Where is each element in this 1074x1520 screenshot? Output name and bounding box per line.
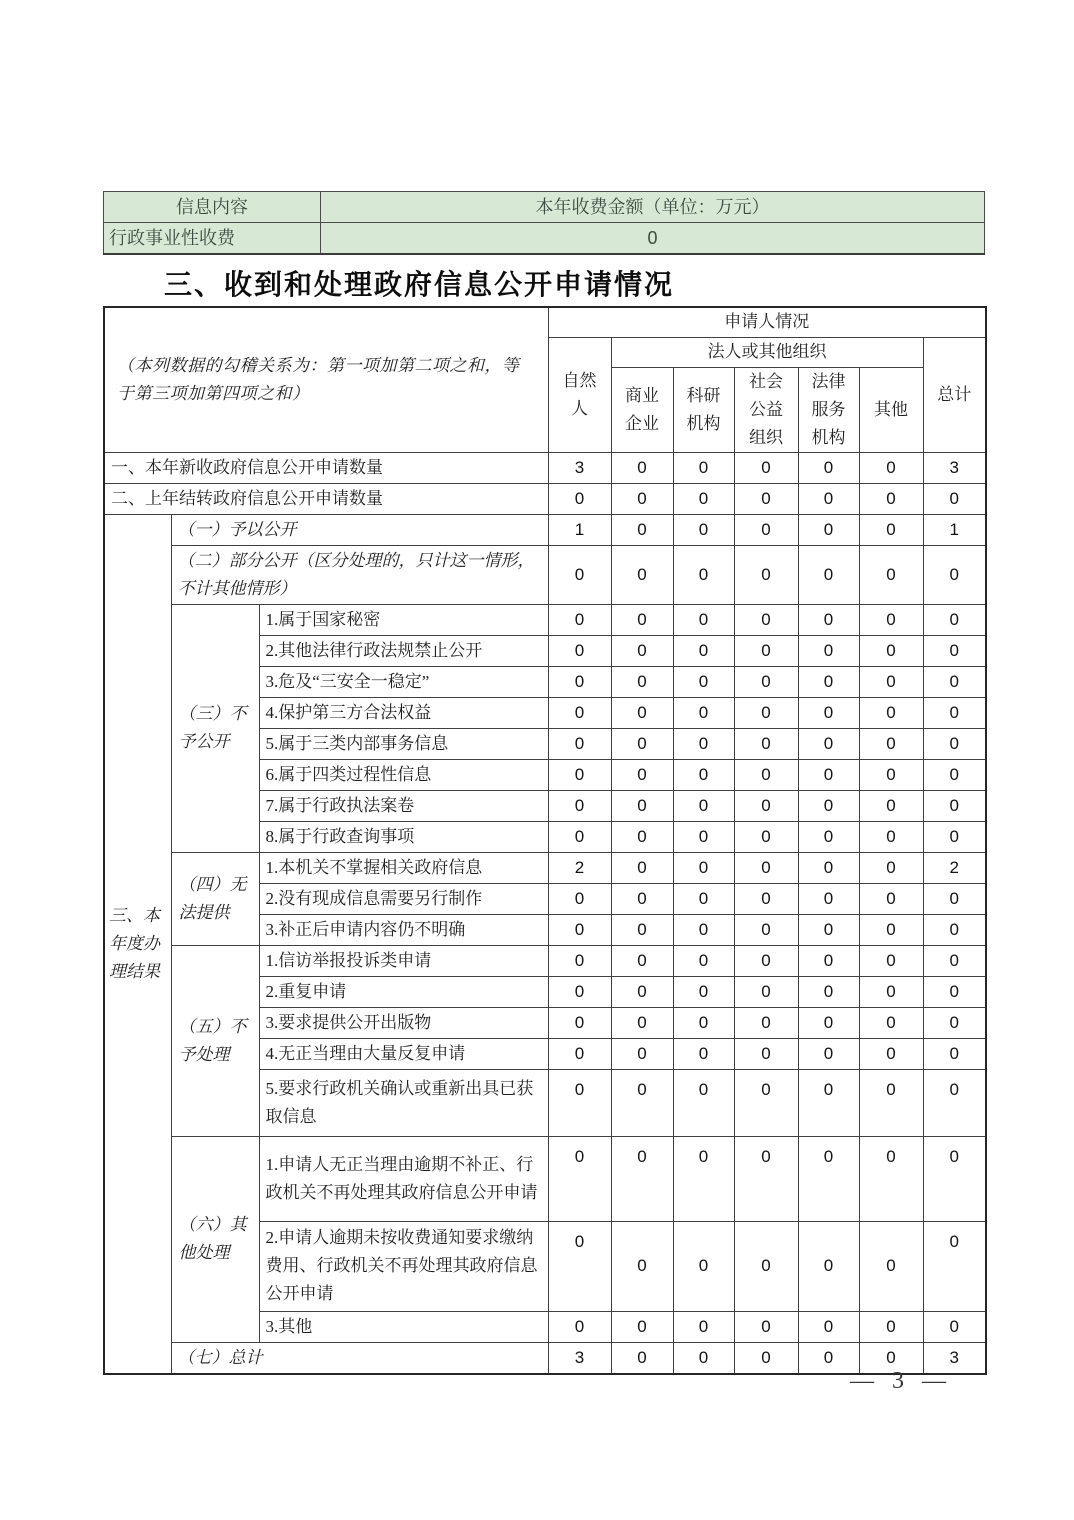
value-cell: 0: [798, 883, 859, 914]
value-cell: 0: [734, 1311, 798, 1342]
row-label: 3.危及“三安全一稳定”: [259, 666, 548, 697]
value-cell: 0: [734, 883, 798, 914]
value-cell: 0: [611, 1038, 673, 1069]
value-cell: 0: [734, 635, 798, 666]
value-cell: 0: [923, 697, 986, 728]
value-cell: 0: [673, 945, 734, 976]
value-cell: 1: [548, 514, 611, 545]
value-cell: 0: [548, 697, 611, 728]
value-cell: 0: [734, 545, 798, 604]
value-cell: 0: [798, 666, 859, 697]
value-cell: 0: [548, 759, 611, 790]
value-cell: 0: [923, 1038, 986, 1069]
value-cell: 0: [859, 483, 923, 514]
value-cell: 0: [798, 1311, 859, 1342]
value-cell: 0: [611, 514, 673, 545]
value-cell: 0: [859, 976, 923, 1007]
value-cell: 0: [673, 1311, 734, 1342]
value-cell: 0: [548, 728, 611, 759]
value-cell: 0: [923, 790, 986, 821]
row-label: 7.属于行政执法案卷: [259, 790, 548, 821]
header-org-col-other: 其他: [859, 367, 923, 452]
row-label: 2.申请人逾期未按收费通知要求缴纳费用、行政机关不再处理其政府信息公开申请: [259, 1221, 548, 1311]
row-label: 4.保护第三方合法权益: [259, 697, 548, 728]
value-cell: 3: [548, 1342, 611, 1374]
row-label: 2.重复申请: [259, 976, 548, 1007]
header-org-col-public-welfare: 社会公益组织: [734, 367, 798, 452]
value-cell: 0: [548, 883, 611, 914]
value-cell: 0: [611, 1342, 673, 1374]
value-cell: 0: [859, 514, 923, 545]
value-cell: 0: [734, 483, 798, 514]
fee-header-amount: 本年收费金额（单位：万元）: [321, 192, 985, 223]
value-cell: 0: [673, 1221, 734, 1311]
value-cell: 0: [859, 852, 923, 883]
value-cell: 0: [548, 945, 611, 976]
fee-table-header-row: [104, 192, 985, 223]
header-applicant-status: 申请人情况: [548, 307, 986, 337]
value-cell: 0: [859, 635, 923, 666]
value-cell: 0: [923, 1007, 986, 1038]
value-cell: 0: [923, 1221, 986, 1311]
value-cell: 0: [673, 728, 734, 759]
value-cell: 0: [798, 790, 859, 821]
value-cell: 0: [673, 1038, 734, 1069]
row-label: 1.申请人无正当理由逾期不补正、行政机关不再处理其政府信息公开申请: [259, 1136, 548, 1221]
row-label: 5.属于三类内部事务信息: [259, 728, 548, 759]
fee-table-data-row: [104, 223, 985, 254]
table-row: [104, 852, 986, 883]
value-cell: 0: [859, 545, 923, 604]
value-cell: 0: [734, 604, 798, 635]
value-cell: 0: [798, 945, 859, 976]
value-cell: 0: [611, 728, 673, 759]
value-cell: 0: [734, 1136, 798, 1221]
value-cell: 0: [548, 545, 611, 604]
value-cell: 0: [611, 914, 673, 945]
value-cell: 0: [673, 666, 734, 697]
fee-header-info: 信息内容: [104, 192, 321, 223]
value-cell: 0: [548, 1038, 611, 1069]
header-org-group: 法人或其他组织: [611, 337, 923, 367]
value-cell: 0: [859, 1007, 923, 1038]
table-note: （本列数据的勾稽关系为：第一项加第二项之和，等于第三项加第四项之和）: [104, 307, 548, 452]
value-cell: 0: [923, 635, 986, 666]
page-number: — 3 —: [850, 1368, 946, 1394]
value-cell: 0: [611, 821, 673, 852]
row-label: 一、本年新收政府信息公开申请数量: [104, 452, 548, 483]
value-cell: 0: [548, 666, 611, 697]
value-cell: 0: [673, 976, 734, 1007]
value-cell: 0: [923, 821, 986, 852]
value-cell: 0: [859, 759, 923, 790]
value-cell: 0: [611, 945, 673, 976]
table-row: [104, 483, 986, 514]
value-cell: 0: [611, 976, 673, 1007]
value-cell: 0: [548, 790, 611, 821]
row-label: 二、上年结转政府信息公开申请数量: [104, 483, 548, 514]
value-cell: 2: [548, 852, 611, 883]
header-total: 总计: [923, 337, 986, 452]
value-cell: 0: [859, 1221, 923, 1311]
value-cell: 0: [859, 1311, 923, 1342]
value-cell: 0: [923, 728, 986, 759]
value-cell: 0: [611, 790, 673, 821]
row-label: （一）予以公开: [171, 514, 548, 545]
value-cell: 0: [611, 1136, 673, 1221]
value-cell: 0: [798, 728, 859, 759]
value-cell: 0: [923, 545, 986, 604]
row-label: 1.属于国家秘密: [259, 604, 548, 635]
value-cell: 0: [734, 1221, 798, 1311]
value-cell: 0: [611, 852, 673, 883]
value-cell: 0: [611, 697, 673, 728]
row-label: （七）总计: [171, 1342, 548, 1374]
value-cell: 0: [859, 452, 923, 483]
value-cell: 0: [923, 759, 986, 790]
row-label: （二）部分公开（区分处理的，只计这一情形，不计其他情形）: [171, 545, 548, 604]
row-label: 8.属于行政查询事项: [259, 821, 548, 852]
value-cell: 0: [673, 452, 734, 483]
table-row: [104, 452, 986, 483]
row-section-label: 三、本年度办理结果: [104, 514, 171, 1374]
value-cell: 0: [611, 635, 673, 666]
header-natural-person: 自然人: [548, 337, 611, 452]
value-cell: 0: [673, 1342, 734, 1374]
value-cell: 0: [859, 821, 923, 852]
value-cell: 0: [734, 1007, 798, 1038]
value-cell: 0: [798, 545, 859, 604]
value-cell: 0: [611, 1221, 673, 1311]
value-cell: 0: [859, 666, 923, 697]
table-row: [104, 604, 986, 635]
value-cell: 0: [548, 635, 611, 666]
value-cell: 0: [734, 452, 798, 483]
value-cell: 0: [734, 666, 798, 697]
value-cell: 3: [923, 1342, 986, 1374]
value-cell: 0: [673, 514, 734, 545]
value-cell: 0: [923, 666, 986, 697]
value-cell: 0: [611, 1007, 673, 1038]
value-cell: 0: [548, 483, 611, 514]
header-org-col-legal-service: 法律服务机构: [798, 367, 859, 452]
value-cell: 0: [673, 852, 734, 883]
value-cell: 0: [548, 1007, 611, 1038]
value-cell: 0: [734, 821, 798, 852]
fee-row-value: 0: [321, 223, 985, 254]
value-cell: 0: [611, 452, 673, 483]
value-cell: 0: [734, 976, 798, 1007]
value-cell: 0: [734, 945, 798, 976]
value-cell: 0: [798, 852, 859, 883]
value-cell: 0: [923, 976, 986, 1007]
value-cell: 0: [923, 1069, 986, 1136]
value-cell: 0: [673, 483, 734, 514]
value-cell: 0: [923, 1136, 986, 1221]
value-cell: 0: [673, 697, 734, 728]
value-cell: 0: [798, 1136, 859, 1221]
row-label: 2.其他法律行政法规禁止公开: [259, 635, 548, 666]
value-cell: 0: [859, 914, 923, 945]
value-cell: 0: [923, 883, 986, 914]
value-cell: 0: [734, 728, 798, 759]
value-cell: 0: [734, 790, 798, 821]
value-cell: 0: [798, 604, 859, 635]
row-label: 3.补正后申请内容仍不明确: [259, 914, 548, 945]
value-cell: 0: [798, 1069, 859, 1136]
value-cell: 0: [673, 883, 734, 914]
header-org-col-business: 商业企业: [611, 367, 673, 452]
row-label: 3.要求提供公开出版物: [259, 1007, 548, 1038]
value-cell: 0: [798, 1342, 859, 1374]
value-cell: 0: [798, 1007, 859, 1038]
value-cell: 0: [798, 1038, 859, 1069]
table-row: [104, 545, 986, 604]
row-label: 2.没有现成信息需要另行制作: [259, 883, 548, 914]
header-row-applicant: [104, 307, 986, 337]
value-cell: 0: [859, 883, 923, 914]
value-cell: 0: [548, 1221, 611, 1311]
value-cell: 0: [859, 1069, 923, 1136]
value-cell: 0: [673, 914, 734, 945]
value-cell: 0: [673, 635, 734, 666]
row-group-label: （五）不予处理: [171, 945, 259, 1136]
value-cell: 0: [798, 483, 859, 514]
value-cell: 0: [859, 1342, 923, 1374]
value-cell: 0: [798, 976, 859, 1007]
value-cell: 0: [673, 604, 734, 635]
value-cell: 0: [798, 697, 859, 728]
value-cell: 0: [734, 1038, 798, 1069]
value-cell: 0: [798, 452, 859, 483]
value-cell: 0: [673, 1136, 734, 1221]
value-cell: 0: [548, 821, 611, 852]
value-cell: 0: [798, 821, 859, 852]
value-cell: 0: [734, 852, 798, 883]
table-row: [104, 1136, 986, 1221]
value-cell: 0: [548, 604, 611, 635]
value-cell: 0: [673, 790, 734, 821]
value-cell: 0: [859, 1136, 923, 1221]
value-cell: 0: [734, 514, 798, 545]
value-cell: 0: [611, 666, 673, 697]
value-cell: 0: [548, 1136, 611, 1221]
value-cell: 0: [548, 1311, 611, 1342]
value-cell: 0: [673, 821, 734, 852]
value-cell: 0: [611, 483, 673, 514]
section-title: 三、收到和处理政府信息公开申请情况: [164, 269, 675, 300]
value-cell: 0: [611, 1311, 673, 1342]
header-org-col-research: 科研机构: [673, 367, 734, 452]
value-cell: 2: [923, 852, 986, 883]
value-cell: 0: [859, 728, 923, 759]
value-cell: 0: [673, 759, 734, 790]
value-cell: 0: [798, 914, 859, 945]
value-cell: 0: [798, 635, 859, 666]
value-cell: 0: [859, 790, 923, 821]
value-cell: 0: [611, 759, 673, 790]
row-label: 4.无正当理由大量反复申请: [259, 1038, 548, 1069]
table-row: [104, 945, 986, 976]
value-cell: 3: [923, 452, 986, 483]
application-table: [103, 306, 987, 1375]
value-cell: 0: [859, 604, 923, 635]
application-table-body: [104, 452, 986, 1374]
table-row: [104, 514, 986, 545]
value-cell: 0: [734, 914, 798, 945]
value-cell: 0: [673, 1007, 734, 1038]
row-label: 1.本机关不掌握相关政府信息: [259, 852, 548, 883]
value-cell: 0: [548, 914, 611, 945]
value-cell: 0: [859, 697, 923, 728]
value-cell: 0: [548, 976, 611, 1007]
row-label: 3.其他: [259, 1311, 548, 1342]
row-label: 6.属于四类过程性信息: [259, 759, 548, 790]
row-label: 5.要求行政机关确认或重新出具已获取信息: [259, 1069, 548, 1136]
value-cell: 0: [923, 1311, 986, 1342]
value-cell: 0: [859, 945, 923, 976]
row-group-label: （三）不予公开: [171, 604, 259, 852]
value-cell: 1: [923, 514, 986, 545]
value-cell: 0: [734, 1342, 798, 1374]
value-cell: 0: [923, 604, 986, 635]
value-cell: 0: [673, 1069, 734, 1136]
row-group-label: （六）其他处理: [171, 1136, 259, 1342]
value-cell: 0: [611, 545, 673, 604]
value-cell: 0: [611, 604, 673, 635]
value-cell: 0: [798, 514, 859, 545]
value-cell: 0: [611, 883, 673, 914]
value-cell: 0: [734, 759, 798, 790]
value-cell: 0: [611, 1069, 673, 1136]
value-cell: 0: [859, 1038, 923, 1069]
fee-row-label: 行政事业性收费: [104, 223, 321, 254]
value-cell: 0: [798, 759, 859, 790]
value-cell: 0: [923, 914, 986, 945]
value-cell: 0: [798, 1221, 859, 1311]
value-cell: 0: [673, 545, 734, 604]
fee-table: [103, 191, 985, 255]
value-cell: 0: [734, 1069, 798, 1136]
value-cell: 0: [548, 1069, 611, 1136]
value-cell: 3: [548, 452, 611, 483]
value-cell: 0: [734, 697, 798, 728]
value-cell: 0: [923, 483, 986, 514]
row-label: 1.信访举报投诉类申请: [259, 945, 548, 976]
value-cell: 0: [923, 945, 986, 976]
row-group-label: （四）无法提供: [171, 852, 259, 945]
